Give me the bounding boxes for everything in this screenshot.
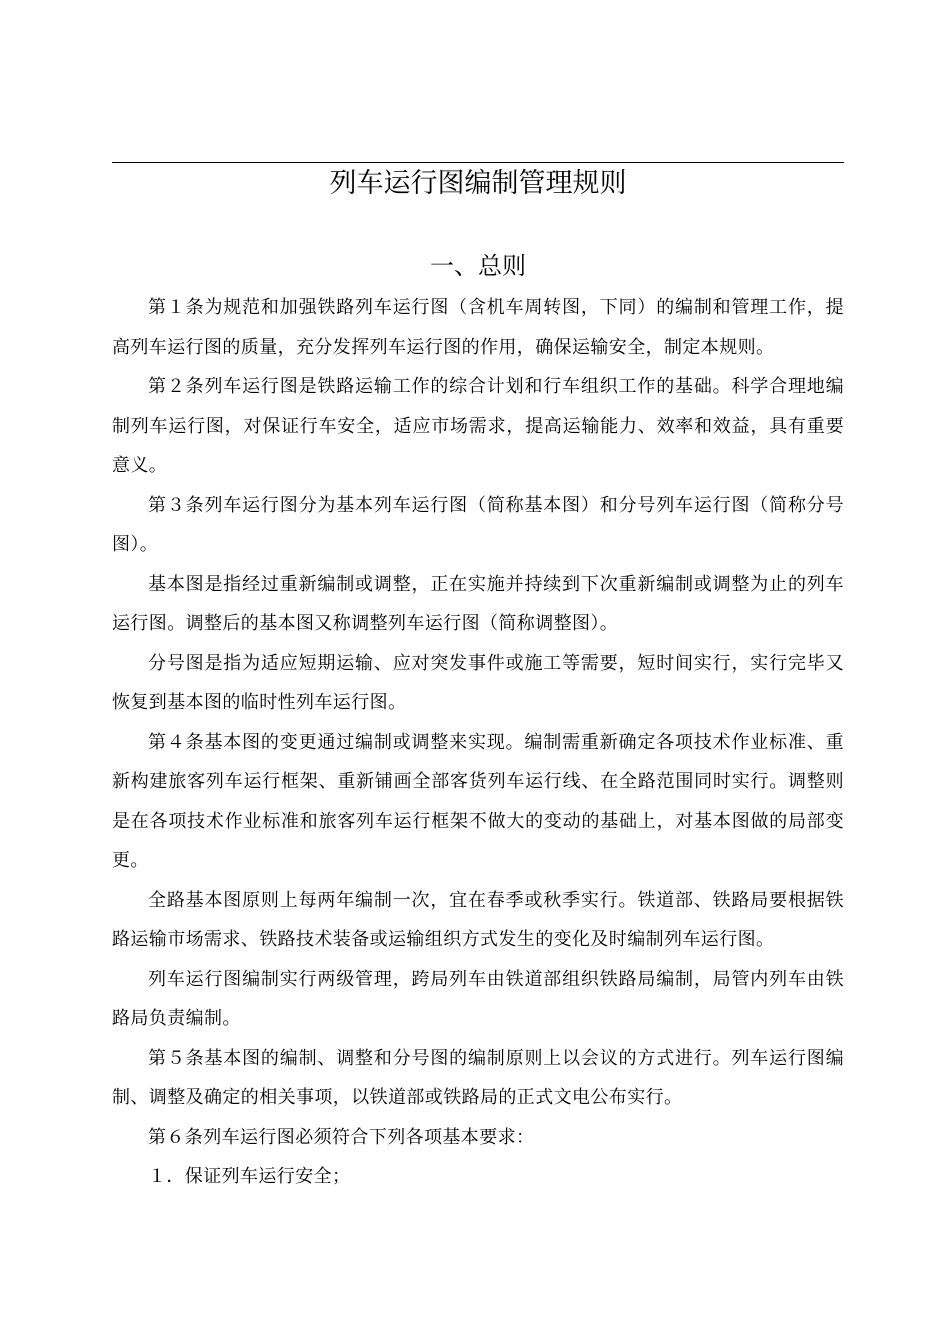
paragraph-article-4: 第４条基本图的变更通过编制或调整来实现。编制需重新确定各项技术作业标准、重新构建旅客列车运行框架、重新铺画全部客货列车运行线、在全路范围同时实行。调整则是在各项技术作业标准和旅客列车运行框架不做大的变动的基础上，对基本图做的局部变更。 bbox=[112, 731, 844, 871]
paragraph-article-3: 第３条列车运行图分为基本列车运行图（简称基本图）和分号列车运行图（简称分号图）。 bbox=[112, 494, 844, 555]
paragraph-basic-chart: 基本图是指经过重新编制或调整，正在实施并持续到下次重新编制或调整为止的列车运行图。调整后的基本图又称调整列车运行图（简称调整图）。 bbox=[112, 573, 844, 634]
paragraph-article-5: 第５条基本图的编制、调整和分号图的编制原则上以会议的方式进行。列车运行图编制、调整及确定的相关事项，以铁道部或铁路局的正式文电公布实行。 bbox=[112, 1047, 844, 1108]
document-title: 列车运行图编制管理规则 bbox=[329, 168, 627, 199]
paragraph-article-2: 第２条列车运行图是铁路运输工作的综合计划和行车组织工作的基础。科学合理地编制列车运行图，对保证行车安全，适应市场需求，提高运输能力、效率和效益，具有重要意义。 bbox=[112, 376, 844, 476]
paragraph-sub-chart: 分号图是指为适应短期运输、应对突发事件或施工等需要，短时间实行，实行完毕又恢复到基本图的临时性列车运行图。 bbox=[112, 652, 844, 713]
paragraph-national-chart: 全路基本图原则上每两年编制一次，宜在春季或秋季实行。铁道部、铁路局要根据铁路运输市场需求、铁路技术装备或运输组织方式发生的变化及时编制列车运行图。 bbox=[112, 889, 844, 950]
paragraph-article-6: 第６条列车运行图必须符合下列各项基本要求： bbox=[148, 1126, 535, 1148]
list-item-1: １．保证列车运行安全； bbox=[148, 1166, 351, 1187]
header-rule bbox=[112, 162, 844, 163]
paragraph-article-1: 第１条为规范和加强铁路列车运行图（含机车周转图，下同）的编制和管理工作，提高列车运行图的质量，充分发挥列车运行图的作用，确保运输安全，制定本规则。 bbox=[112, 297, 844, 358]
document-body bbox=[112, 288, 844, 1197]
section-heading: 一、总则 bbox=[430, 252, 526, 280]
paragraph-two-level-management: 列车运行图编制实行两级管理，跨局列车由铁道部组织铁路局编制，局管内列车由铁路局负责编制。 bbox=[112, 968, 844, 1029]
